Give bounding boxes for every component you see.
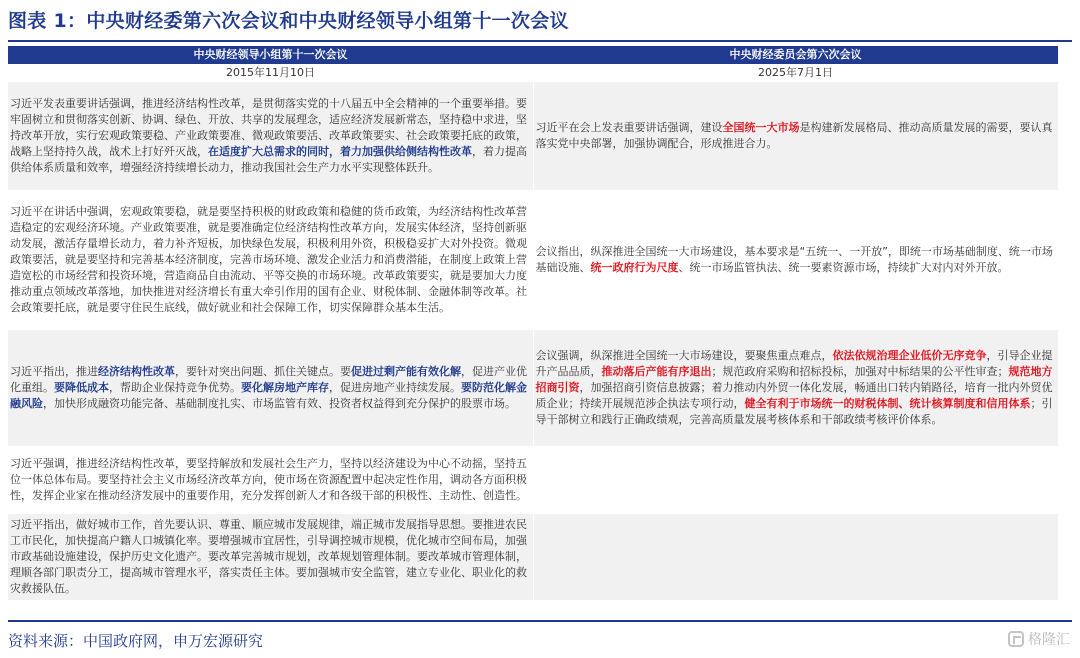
row-1-right [533,82,1058,191]
cell-text: ，要针对突出问题、抓住关键点。要 [175,365,351,378]
cell-text: ，帮助企业保持竞争优势。 [109,381,241,394]
cell-text: ；引导干部树立和践行正确政绩观，完善高质量发展考核体系和干部政绩考核评价体系。 [535,397,1053,426]
table-row [8,446,1058,514]
cell-text: ；规范政府采购和招标投标，加强对中标结果的公平性审查； [711,365,1009,378]
highlighted-text: 在适度扩大总需求的同时，着力加强供给侧结构性改革 [208,145,472,158]
cell-text: 习近平强调，推进经济结构性改革，要坚持解放和发展社会生产力，坚持以经济建设为中心不动摇，坚持五位一体总体布局。要坚持社会主义市场经济改革方向，使市场在资源配置中起决定性作用，调动各方面积极性，发挥企业家在推动经济发展中的重要作用，充分发挥创新人才和各级干部的积极性、主动性、创造性。 [10,457,527,502]
highlighted-text: 统一政府行为尺度 [590,261,679,274]
comparison-table [8,46,1059,600]
cell-text: ，促进房地产业持续发展。 [329,381,461,394]
table-row [8,514,1058,600]
highlighted-text: 促进过剩产能有效化解 [351,365,461,378]
table-row [8,190,1058,330]
row-5-left [8,514,533,600]
table-row [8,330,1058,446]
row-4-left [8,446,533,514]
watermark [1008,629,1070,649]
cell-text: 会议强调，纵深推进全国统一大市场建设，要聚焦重点难点， [535,349,833,362]
cell-text: ，加快形成融资功能完备、基础制度扎实、市场监管有效、投资者权益得到充分保护的股票市场。 [43,397,516,410]
highlighted-text: 推动落后产能有序退出 [601,365,712,378]
cell-text: 会议指出，纵深推进全国统一大市场建设，基本要求是“五统一、一开放”，即统一市场基础制度、统一市场基础设施、 [535,245,1053,274]
row-1-left [8,82,533,191]
highlighted-text: 依法依规治理企业低价无序竞争 [832,349,987,362]
cell-text: 习近平指出，推进 [10,365,98,378]
source-note: 资料来源：中国政府网，申万宏源研究 [8,632,264,650]
highlighted-text: 规范地方招商引资 [535,365,1053,394]
watermark-text: 格隆汇 [1028,632,1070,648]
left-date: 2015年11月10日 [8,64,533,82]
highlighted-text: 经济结构性改革 [98,365,175,378]
cell-text: 是构建新发展格局、推动高质量发展的需要，要认真落实党中央部署，加强协调配合，形成推进合力。 [535,121,1053,150]
cell-text: 习近平指出，做好城市工作，首先要认识、尊重、顺应城市发展规律，端正城市发展指导思想。要推进农民工市民化，加快提高户籍人口城镇化率。要增强城市宜居性，引导调控城市规模，优化城市空间布局，加强市政基础设施建设，保护历史文化遗产。要改革完善城市规划，改革规划管理体制。要改革城市管理体制，理顺各部门职责分工，提高城市管理水平，落实责任主体。要加强城市安全监管，建立专业化、职业化的救灾救援队伍。 [10,518,527,595]
column-header-right: 中央财经委员会第六次会议 [533,46,1058,64]
row-5-right [533,514,1058,600]
right-date: 2025年7月1日 [533,64,1058,82]
cell-text: 习近平在会上发表重要讲话强调，建设 [535,121,723,134]
column-header-left: 中央财经领导小组第十一次会议 [8,46,533,64]
cell-text: 习近平在讲话中强调，宏观政策要稳，就是要坚持积极的财政政策和稳健的货币政策，为经济结构性改革营造稳定的宏观经济环境。产业政策要准，就是要准确定位经济结构性改革方向，发展实体经济，坚持创新驱动发展，激活存量增长动力，着力补齐短板，加快绿色发展，积极利用外资，积极稳妥扩大对外投资。微观政策要活，就是要坚持和完善基本经济制度，完善市场环境、激发企业活力和消费潜能，在制度上政策上营造宽松的市场经营和投资环境，营造商品自由流动、平等交换的市场环境。改革政策要实，就是要加大力度推动重点领域改革落地，加快推进对经济增长有重大牵引作用的国有企业、财税体制、金融体制等改革。社会政策要托底，就是要守住民生底线，做好就业和社会保障工作，切实保障群众基本生活。 [10,205,527,314]
watermark-logo-icon [1008,631,1024,647]
title-divider [8,40,1072,42]
table-row [8,82,1058,191]
row-2-left [8,190,533,330]
highlighted-text: 要防范化解金融风险 [10,381,527,410]
row-2-right [533,190,1058,330]
page-title: 图表 1：中央财经委第六次会议和中央财经领导小组第十一次会议 [8,10,569,32]
cell-text: ，引导企业提升产品品质， [535,349,1053,378]
cell-text: ，加强招商引资信息披露；着力推动内外贸一体化发展，畅通出口转内销路径，培育一批内外贸优质企业；持续开展规范涉企执法专项行动， [535,381,1053,410]
row-4-right [533,446,1058,514]
cell-text: 习近平发表重要讲话强调，推进经济结构性改革，是贯彻落实党的十八届五中全会精神的一个重要举措。要牢固树立和贯彻落实创新、协调、绿色、开放、共享的发展理念，适应经济发展新常态，坚持稳中求进，坚持改革开放，实行宏观政策要稳、产业政策要准、微观政策要活、改革政策要实、社会政策要托底的政策，战略上坚持持久战，战术上打好歼灭战， [10,97,527,158]
highlighted-text: 要化解房地产库存 [241,381,329,394]
footer-divider [8,620,1072,622]
cell-text: ，促进产业优化重组。 [10,365,527,394]
row-3-right [533,330,1058,446]
highlighted-text: 要降低成本 [54,381,109,394]
cell-text: ，着力提高供给体系质量和效率，增强经济持续增长动力，推动我国社会生产力水平实现整体跃升。 [10,145,527,174]
row-3-left [8,330,533,446]
highlighted-text: 全国统一大市场 [722,121,800,134]
cell-text: 、统一市场监管执法、统一要素资源市场，持续扩大对内对外开放。 [678,261,1009,274]
highlighted-text: 健全有利于市场统一的财税体制、统计核算制度和信用体系 [744,397,1031,410]
